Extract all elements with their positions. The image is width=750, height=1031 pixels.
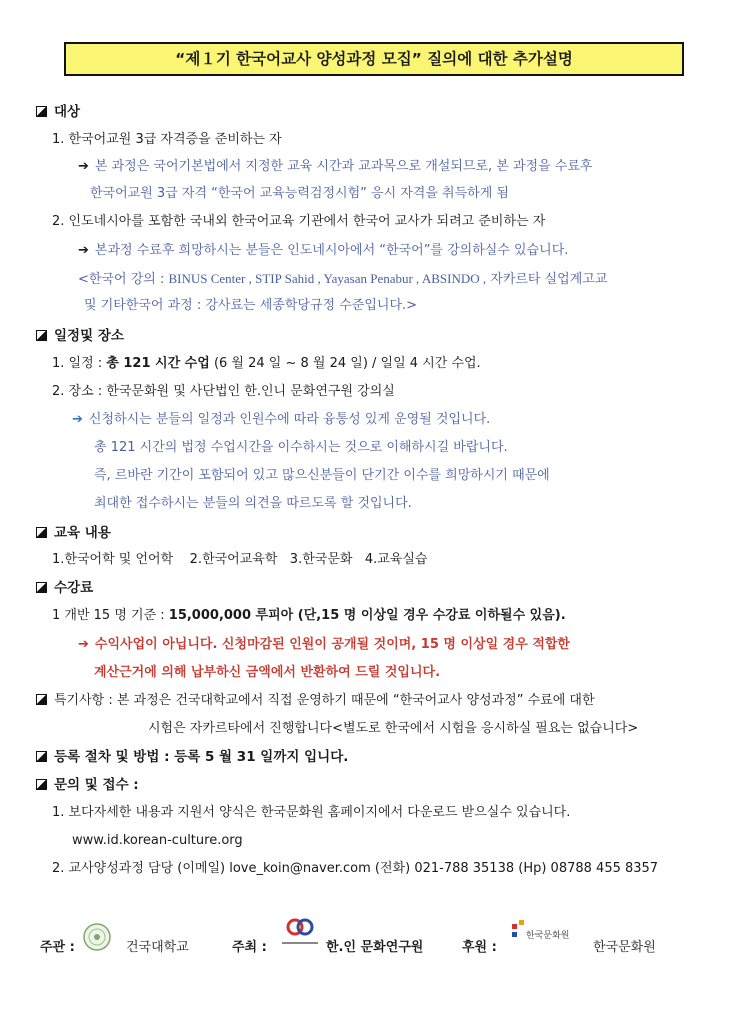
contact-item-1: 1. 보다자세한 내용과 지원서 양식은 한국문화원 홈페이지에서 다운로드 받으실수 있습니다. xyxy=(52,805,571,820)
schedule-item-2: 2. 장소 : 한국문화원 및 사단법인 한.인니 문화연구원 강의실 xyxy=(52,384,395,399)
target-item-1-note-a: ➔ 본 과정은 국어기본법에서 지정한 교육 시간과 교과목으로 개설되므로, 본 과정을 수료후 xyxy=(78,159,593,174)
sponsor-logo-text: 한국문화원 xyxy=(526,931,570,941)
checkbox-bullet-icon xyxy=(36,751,47,762)
footer-organizer-name: 한.인 문화연구원 xyxy=(326,940,424,955)
fee-note-a: ➔ 수익사업이 아닙니다. 신청마감된 인원이 공개될 것이며, 15 명 이상일 경우 적합한 xyxy=(78,637,570,652)
checkbox-bullet-icon xyxy=(36,106,47,117)
section-schedule-heading: 일정및 장소 xyxy=(36,327,124,345)
fee-item-1: 1 개반 15 명 기준 : 15,000,000 루피아 (단,15 명 이상일 경우 수강료 이하될수 있음). xyxy=(52,608,566,623)
footer-host-label: 주관 : xyxy=(40,940,75,955)
korean-cultural-center-logo-icon xyxy=(512,918,568,952)
konkuk-university-logo-icon xyxy=(82,922,112,952)
schedule-item-1: 1. 일정 : 총 121 시간 수업 (6 월 24 일 ~ 8 월 24 일) / 일일 4 시간 수업. xyxy=(52,356,481,371)
target-item-1-note-b: 한국어교원 3급 자격 “한국어 교육능력검정시험” 응시 자격을 취득하게 됨 xyxy=(90,186,509,201)
fee-note-b: 계산근거에 의해 납부하신 금액에서 반환하여 드릴 것입니다. xyxy=(94,665,441,680)
checkbox-bullet-icon xyxy=(36,527,47,538)
arrow-right-icon: ➔ xyxy=(72,412,83,427)
checkbox-bullet-icon xyxy=(36,779,47,790)
arrow-right-icon: ➔ xyxy=(78,637,89,652)
section-special-note: 특기사항 : 본 과정은 건국대학교에서 직접 운영하기 때문에 “한국어교사 양성과정” 수료에 대한 xyxy=(36,692,595,710)
schedule-note-b: 총 121 시간의 법정 수업시간을 이수하시는 것으로 이해하시길 바랍니다. xyxy=(94,440,508,455)
target-item-2-note-a: ➔ 본과정 수료후 희망하시는 분들은 인도네시아에서 “한국어”를 강의하실수 있습니다. xyxy=(78,243,569,258)
special-note-line-2: 시험은 자카르타에서 진행합니다<별도로 한국에서 시험을 응시하실 필요는 없습니다> xyxy=(148,721,639,736)
curriculum-items: 1.한국어학 및 언어학 2.한국어교육학 3.한국문화 4.교육실습 xyxy=(52,552,428,567)
checkbox-bullet-icon xyxy=(36,694,47,705)
target-item-2-note-b: <한국어 강의 : BINUS Center , STIP Sahid , Yayasan Penabur , ABSINDO , 자카르타 실업계고교 xyxy=(78,271,608,287)
target-item-1: 1. 한국어교원 3급 자격증을 준비하는 자 xyxy=(52,132,282,147)
arrow-right-icon: ➔ xyxy=(78,243,89,258)
footer-sponsor-name: 한국문화원 xyxy=(593,940,656,955)
section-curriculum-heading: 교육 내용 xyxy=(36,524,111,542)
arrow-right-icon: ➔ xyxy=(78,159,89,174)
footer-sponsor-label: 후원 : xyxy=(462,940,497,955)
schedule-note-a: ➔ 신청하시는 분들의 일정과 인원수에 따라 융통성 있게 운영될 것입니다. xyxy=(72,412,491,427)
contact-website-link[interactable]: www.id.korean-culture.org xyxy=(72,833,243,848)
section-fee-heading: 수강료 xyxy=(36,579,93,597)
page-title: “제１기 한국어교사 양성과정 모집” 질의에 대한 추가설명 xyxy=(64,42,684,76)
schedule-note-c: 즉, 르바란 기간이 포함되어 있고 많으신분들이 단기간 이수를 희망하시기 때문에 xyxy=(94,468,550,483)
checkbox-bullet-icon xyxy=(36,330,47,341)
footer-host-name: 건국대학교 xyxy=(126,940,189,955)
section-registration: 등록 절차 및 방법 : 등록 5 월 31 일까지 입니다. xyxy=(36,748,348,766)
target-item-2-note-c: 및 기타한국어 과정 : 강사료는 세종학당규정 수준입니다.> xyxy=(84,298,418,313)
section-contact-heading: 문의 및 접수 : xyxy=(36,776,139,794)
checkbox-bullet-icon xyxy=(36,582,47,593)
schedule-note-d: 최대한 접수하시는 분들의 의견을 따르도록 할 것입니다. xyxy=(94,496,412,511)
target-item-2: 2. 인도네시아를 포함한 국내외 한국어교육 기관에서 한국어 교사가 되려고 준비하는 자 xyxy=(52,214,546,229)
contact-email-link[interactable]: love_koin@naver.com xyxy=(229,861,371,876)
contact-item-2: 2. 교사양성과정 담당 (이메일) love_koin@naver.com (전화) 021-788 35138 (Hp) 08788 455 8357 xyxy=(52,861,659,876)
korea-indonesia-institute-logo-icon xyxy=(278,916,322,950)
footer-organizer-label: 주최 : xyxy=(232,940,267,955)
section-target-heading: 대상 xyxy=(36,103,80,121)
